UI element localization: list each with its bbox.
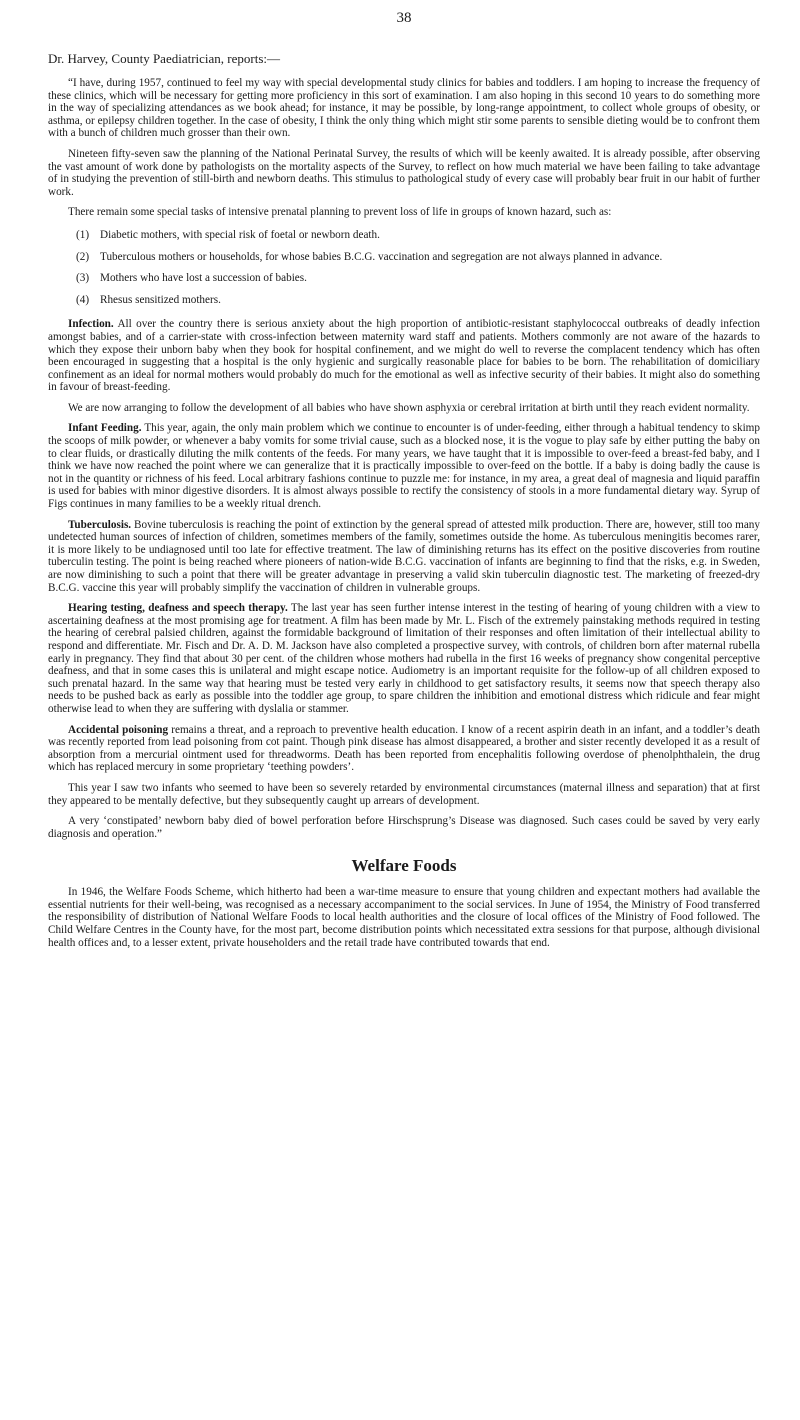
hazard-text: Rhesus sensitized mothers. (100, 293, 221, 306)
section-text: This year, again, the only main problem which we continue to encounter is of under-feeding, either through a habitual tendency to skimp the scoops of milk powder, or whenever a baby vomits for some trivial cause, such as a blocked nose, it is the vogue to play safe by either putting the baby on to clear fluids, or drastically diluting the milk contents of the feeds. For many years, we have taught that it is impossible to over-feed a breast-fed baby, and I think we have now reached the point where we can generalize that it is practically impossible to over-feed on the bottle. If a baby is doing badly the cause is not in the quantity or richness of his feed. Local arbitrary fashions continue to puzzle me: for instance, in my area, a great deal of magnesia and liquid paraffin is used for babies with minor digestive disorders. It is almost always possible to rectify the consistency of stools in a more fundamental dietary way. Syrup of Figs continues in many families to be a weekly ritual drench. (48, 422, 760, 511)
section-tuberculosis (48, 519, 760, 595)
paragraph-perinatal-survey: Nineteen fifty-seven saw the planning of the National Perinatal Survey, the results of which will be keenly awaited. It is already possible, after observing the vast amount of work done by pathologists on the mortality aspects of the Survey, to reflect on how much material we have been failing to take advantage of in studying the prevention of still-birth and newborn deaths. This stimulus to pathological study of every case will probably bear fruit in our habit of further work. (48, 147, 760, 198)
section-hearing-testing (48, 602, 760, 715)
section-text: remains a threat, and a reproach to preventive health education. I know of a recent aspirin death in an infant, and a toddler’s death was recently reported from lead poisoning from cot paint. Though pink disease has almost disappeared, a brother and sister recently developed it as a result of absorption from a mercurial ointment used for threadworms. Death has been reported from encephalitis following overdose of phenolphthalein, the drug which has replaced mercury in some proprietary ‘teething powders’. (48, 723, 760, 774)
section-text: This year I saw two infants who seemed to have been so severely retarded by environmental circumstances (maternal illness and separation) that at first they appeared to be mentally defective, but they subsequently caught up arrears of development. (48, 781, 760, 807)
hazard-number: (4) (76, 293, 90, 306)
section-accidental-poisoning (48, 724, 760, 774)
section-heading: Infection. (68, 318, 114, 331)
report-intro: Dr. Harvey, County Paediatrician, reports:— (48, 51, 281, 66)
section-text: All over the country there is serious anxiety about the high proportion of antibiotic-resistant staphylococcal outbreaks of deadly infection amongst babies, and of a carrier-state with cross-infection between maternity ward staff and patients. Mothers commonly are not aware of the hazards to which they expose their unborn baby when they book for hospital confinement, and we might do well to reverse the complacent tendency which has often been encouraged in suggesting that a hospital is the only hygienic and surgically reasonable place for babies to be born. The rehabilitation of domiciliary confinement as an ideal for normal mothers would probably do much for the emotional as well as infective security of their babies. It might also do something in favour of breast-feeding. (48, 318, 760, 394)
page-number: 38 (396, 10, 412, 26)
section-infant-feeding (48, 422, 760, 510)
section-heading: Hearing testing, deafness and speech therapy. (68, 602, 288, 615)
hazard-item (76, 294, 760, 307)
section-infection (48, 318, 760, 394)
hazard-item (76, 272, 760, 285)
hazard-number: (3) (76, 272, 90, 285)
hazard-text: Mothers who have lost a succession of babies. (100, 272, 307, 285)
hazard-number: (2) (76, 250, 90, 263)
hazard-item (76, 229, 760, 242)
section-retarded-infants (48, 782, 760, 807)
section-text: We are now arranging to follow the development of all babies who have shown asphyxia or cerebral irritation at birth until they reach evident normality. (68, 401, 750, 414)
section-heading: Infant Feeding. (68, 422, 142, 435)
hazard-number: (1) (76, 228, 90, 241)
welfare-foods-title: Welfare Foods (351, 856, 457, 876)
hazard-text: Diabetic mothers, with special risk of foetal or newborn death. (100, 228, 380, 241)
section-text: The last year has seen further intense interest in the testing of hearing of young children with a view to ascertaining deafness at the most promising age for treatment. A film has been made by Mr. L. Fisch of the extremely painstaking methods required in testing the hearing of cerebral palsied children, against the formidable background of limitation of their responses and often limitation of their intellectual ability to respond and differentiate. Mr. Fisch and Dr. A. D. M. Jackson have also completed a prospective survey, with controls, of children born after maternal rubella early in pregnancy. They find that about 30 per cent. of the children whose mothers had rubella in the first 16 weeks of pregnancy show congenital perceptive deafness, and that in some cases this is unilateral and might escape notice. Audiometry is an important requisite for the follow-up of all children exposed to such prenatal hazard. In the same way that hearing must be tested very early in childhood to get satisfactory results, it seems now that speech therapy also needs to be pushed back as early as possible into the toddler age group, to spare children the inhibition and emotional distress which ridicule and fear might otherwise lead to when they are suffering with dyslalia or stammer. (48, 602, 760, 715)
hazard-item (76, 251, 760, 264)
welfare-foods-paragraph: In 1946, the Welfare Foods Scheme, which hitherto had been a war-time measure to ensure that young children and expectant mothers had available the essential nutrients for their well-being, was recognised as a necessary accompaniment to the social services. In June of 1954, the Ministry of Food transferred the responsibility of distribution of National Welfare Foods to local health authorities and the closure of local offices of the Ministry of Food followed. The Child Welfare Centres in the County have, for the most part, become distribution points which necessitated extra sessions for that purpose, although divisional health offices and, to a lesser extent, private householders and the retail trade have contributed towards that end. (48, 886, 760, 949)
section-text: Bovine tuberculosis is reaching the point of extinction by the general spread of attested milk production. There are, however, still too many undetected human sources of infection of children, sometimes members of the family, sometimes outside the home. As tuberculous meningitis becomes rarer, it is more likely to be undiagnosed until too late for effective treatment. The law of diminishing returns has its effect on the positive discoveries from routine tuberculin testing. The point is being reached where pioneers of nation-wide B.C.G. vaccination of infants are beginning to find that the risks, e.g. in Sweden, are now diminishing to such a point that there will be greater advantage in preserving a valid skin tuberculin diagnostic test. The marketing of freezed-dry B.C.G. vaccine this year will probably simplify the vaccination of children in vulnerable groups. (48, 518, 760, 594)
section-asphyxia-followup (48, 402, 760, 415)
section-heading: Tuberculosis. (68, 518, 132, 531)
paragraph-clinics: “I have, during 1957, continued to feel my way with special developmental study clinics for babies and toddlers. I am hoping to increase the frequency of these clinics, which will be necessary for getting more proficiency in this sort of examination. I am also hoping in this second 10 years to do something more in the way of specializing attendances as we book ahead; for instance, it may be possible, by long-range appointment, to collect whole groups of obesity, or asthma, or epilepsy children together. In the case of obesity, I think the only thing which might stir some parents to sensible dieting would be to confront them with a bunch of children much grosser than their own. (48, 77, 760, 140)
section-text: A very ‘constipated’ newborn baby died of bowel perforation before Hirschsprung’s Disease was diagnosed. Such cases could be saved by very early diagnosis and operation.” (48, 815, 760, 840)
section-heading: Accidental poisoning (68, 723, 169, 736)
hazards-lead: There remain some special tasks of intensive prenatal planning to prevent loss of life in groups of known hazard, such as: (68, 206, 612, 219)
hazard-list (48, 229, 760, 306)
hazard-text: Tuberculous mothers or households, for whose babies B.C.G. vaccination and segregation are not always planned in advance. (100, 250, 663, 263)
section-hirschsprung (48, 815, 760, 840)
